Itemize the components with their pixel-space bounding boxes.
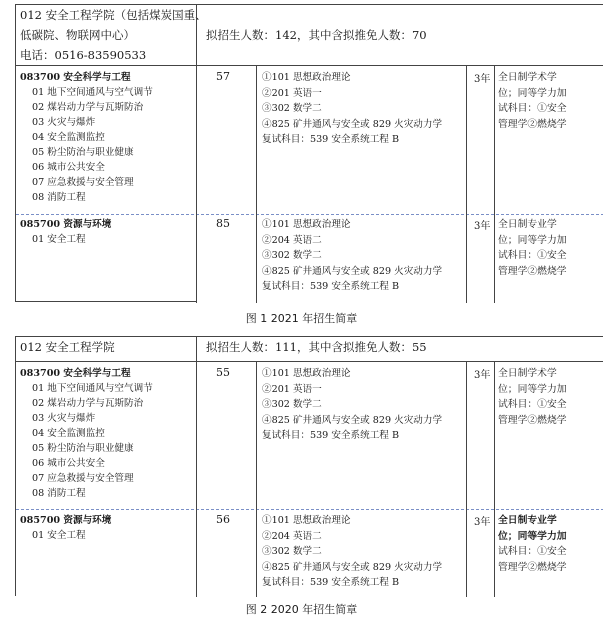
- note-line: 试科目：①安全: [498, 250, 567, 261]
- direction-item: 08 消防工程: [32, 488, 86, 499]
- retest-subject: 复试科目：539 安全系统工程 B: [262, 430, 399, 441]
- direction-item: 08 消防工程: [32, 192, 86, 203]
- direction-item: 02 煤岩动力学与瓦斯防治: [32, 102, 144, 113]
- column-divider: [466, 66, 467, 213]
- note-line: 管理学②燃烧学: [498, 561, 567, 573]
- retest-subject: 复试科目：539 安全系统工程 B: [262, 577, 399, 588]
- enrollment-plan: 拟招生人数：142，其中含拟推免人数：70: [206, 28, 427, 42]
- retest-subject: 复试科目：539 安全系统工程 B: [262, 281, 399, 292]
- note-line: 管理学②燃烧学: [498, 118, 567, 130]
- direction-item: 01 安全工程: [32, 530, 86, 541]
- direction-item: 03 火灾与爆炸: [32, 117, 96, 128]
- exam-subject: ①101 思想政治理论: [262, 368, 351, 379]
- direction-item: 07 应急救援与安全管理: [32, 177, 134, 188]
- column-divider: [494, 66, 495, 213]
- note-line: 位；同等学力加: [498, 87, 567, 99]
- exam-subject: ②201 英语一: [262, 383, 322, 395]
- exam-subject: ②204 英语二: [262, 530, 322, 542]
- exam-subject: ③302 数学二: [262, 546, 322, 557]
- table-row: [16, 362, 603, 509]
- column-divider: [196, 66, 197, 213]
- study-years: 3年: [474, 74, 491, 85]
- exam-subject: ④825 矿井通风与安全或 829 火灾动力学: [262, 414, 443, 426]
- direction-item: 04 安全监测监控: [32, 428, 105, 439]
- study-years: 3年: [474, 221, 491, 232]
- school-line: 012 安全工程学院（包括煤炭国重、: [20, 8, 207, 22]
- major-name: 085700 资源与环境: [20, 515, 112, 526]
- column-divider: [256, 66, 257, 213]
- direction-item: 07 应急救援与安全管理: [32, 473, 134, 484]
- column-divider: [466, 362, 467, 509]
- admission-table-2021: [15, 4, 603, 302]
- table-header: [16, 4, 603, 66]
- note-line: 全日制学术学: [498, 368, 557, 379]
- column-divider: [256, 213, 257, 303]
- retest-subject: 复试科目：539 安全系统工程 B: [262, 134, 399, 145]
- column-divider: [494, 509, 495, 597]
- note-line: 试科目：①安全: [498, 399, 567, 410]
- column-divider: [466, 509, 467, 597]
- exam-subject: ④825 矿井通风与安全或 829 火灾动力学: [262, 561, 443, 573]
- direction-item: 02 煤岩动力学与瓦斯防治: [32, 398, 144, 409]
- enrollment-plan: 拟招生人数：111，其中含拟推免人数：55: [206, 340, 427, 354]
- exam-subject: ②204 英语二: [262, 234, 322, 246]
- table-bottom-border: [16, 301, 196, 302]
- exam-subject: ②201 英语一: [262, 87, 322, 99]
- table-header: [16, 336, 603, 362]
- table-row: [16, 66, 603, 213]
- direction-item: 06 城市公共安全: [32, 162, 105, 173]
- note-line: 位；同等学力加: [498, 234, 567, 246]
- note-line: 管理学②燃烧学: [498, 265, 567, 277]
- school-phone: 电话：0516-83590533: [20, 48, 147, 62]
- figure-caption: 图 2 2020 年招生简章: [245, 603, 358, 616]
- enrollment-count: 85: [216, 217, 230, 230]
- admission-table-2020: [15, 336, 603, 596]
- column-divider: [466, 213, 467, 303]
- note-line: 位；同等学力加: [498, 530, 567, 542]
- figure-caption: 图 1 2021 年招生简章: [245, 312, 358, 325]
- exam-subject: ④825 矿井通风与安全或 829 火灾动力学: [262, 265, 443, 277]
- major-name: 083700 安全科学与工程: [20, 368, 131, 379]
- note-line: 全日制专业学: [498, 219, 557, 230]
- exam-subject: ③302 数学二: [262, 103, 322, 114]
- direction-item: 06 城市公共安全: [32, 458, 105, 469]
- column-divider: [196, 362, 197, 509]
- note-line: 位；同等学力加: [498, 383, 567, 395]
- note-line: 全日制专业学: [498, 515, 557, 526]
- direction-item: 05 粉尘防治与职业健康: [32, 147, 134, 158]
- exam-subject: ①101 思想政治理论: [262, 72, 351, 83]
- exam-subject: ③302 数学二: [262, 250, 322, 261]
- enrollment-count: 56: [216, 513, 230, 526]
- note-line: 试科目：①安全: [498, 546, 567, 557]
- note-line: 管理学②燃烧学: [498, 414, 567, 426]
- column-divider: [494, 362, 495, 509]
- note-line: 全日制学术学: [498, 72, 557, 83]
- header-divider: [196, 337, 197, 361]
- exam-subject: ④825 矿井通风与安全或 829 火灾动力学: [262, 118, 443, 130]
- exam-subject: ①101 思想政治理论: [262, 219, 351, 230]
- study-years: 3年: [474, 370, 491, 381]
- note-line: 试科目：①安全: [498, 103, 567, 114]
- school-line: 012 安全工程学院: [20, 340, 115, 354]
- column-divider: [256, 509, 257, 597]
- direction-item: 01 地下空间通风与空气调节: [32, 87, 153, 98]
- enrollment-count: 57: [216, 70, 230, 83]
- header-divider: [196, 5, 197, 65]
- exam-subject: ③302 数学二: [262, 399, 322, 410]
- direction-item: 01 安全工程: [32, 234, 86, 245]
- direction-item: 03 火灾与爆炸: [32, 413, 96, 424]
- table-row: [16, 213, 603, 303]
- school-name: [20, 5, 207, 65]
- direction-item: 05 粉尘防治与职业健康: [32, 443, 134, 454]
- study-years: 3年: [474, 517, 491, 528]
- school-name: [20, 337, 115, 357]
- column-divider: [494, 213, 495, 303]
- column-divider: [196, 509, 197, 597]
- column-divider: [196, 213, 197, 303]
- exam-subject: ①101 思想政治理论: [262, 515, 351, 526]
- enrollment-count: 55: [216, 366, 230, 379]
- school-line: 低碳院、物联网中心）: [20, 28, 135, 42]
- major-name: 083700 安全科学与工程: [20, 72, 131, 83]
- table-row: [16, 509, 603, 597]
- major-name: 085700 资源与环境: [20, 219, 112, 230]
- direction-item: 04 安全监测监控: [32, 132, 105, 143]
- direction-item: 01 地下空间通风与空气调节: [32, 383, 153, 394]
- column-divider: [256, 362, 257, 509]
